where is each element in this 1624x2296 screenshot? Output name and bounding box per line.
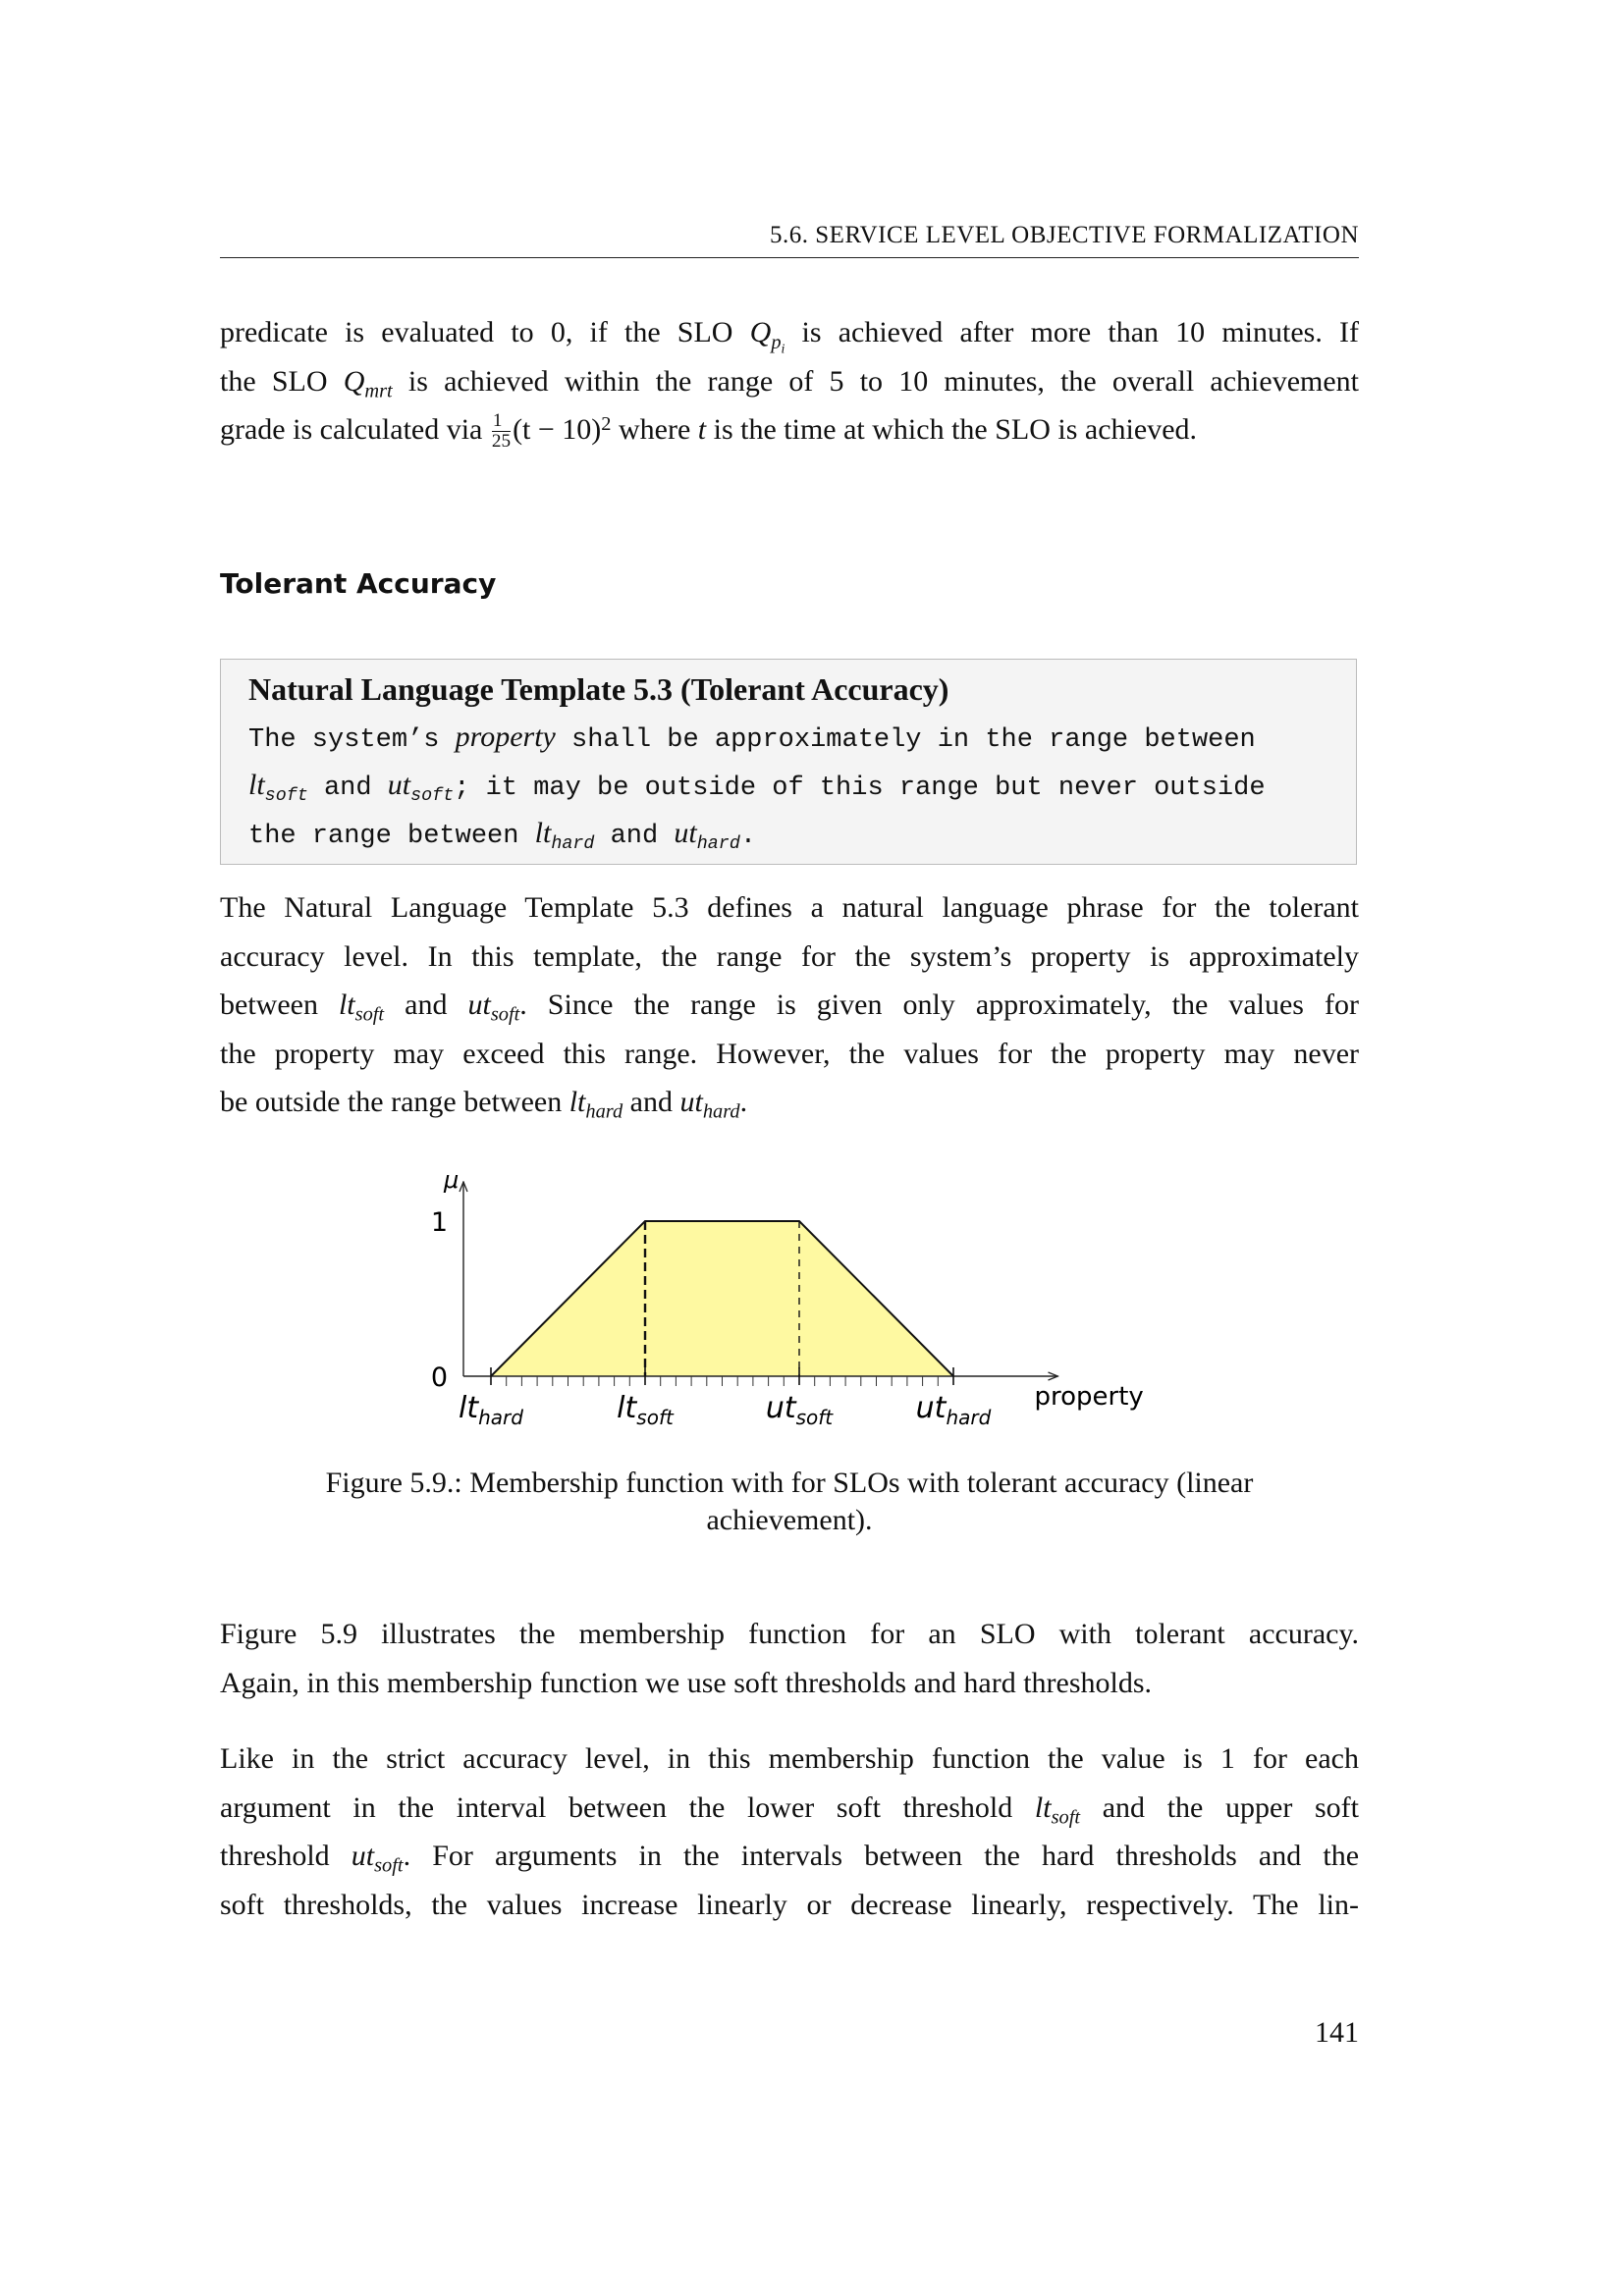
p2-line-2: accuracy level. In this template, the range for the system’s property is approximately [220, 939, 1359, 973]
x-tick-label-lt-hard: $lt_{hard}$ [459, 1391, 523, 1429]
template-line-1: The system’s property shall be approximately in the range between [248, 721, 1256, 755]
p2-line-3: between $lt_{soft}$ and $ut_{soft}$. Since the range is given only approximately, the values for [220, 988, 1359, 1026]
p2-line-1: The Natural Language Template 5.3 defines a natural language phrase for the tolerant [220, 891, 1359, 924]
y-tick-label-0: 0 [430, 1362, 448, 1393]
p4-line-4: soft thresholds, the values increase linearly or decrease linearly, respectively. The lin- [220, 1888, 1359, 1921]
membership-chart [393, 1158, 1198, 1453]
x-axis-label: property [1034, 1382, 1144, 1412]
paragraph-4 [220, 1735, 1359, 1929]
paragraph-1 [220, 308, 1359, 454]
p2-line-5: be outside the range between $lt_{hard}$ and $ut_{hard}$. [220, 1086, 748, 1123]
fraction: $\frac{1}{25}$ [491, 409, 512, 453]
y-tick-label-1: 1 [430, 1207, 448, 1238]
running-header [220, 222, 1359, 258]
p2-line-4: the property may exceed this range. However, the values for the property may never [220, 1037, 1359, 1070]
running-title: 5.6. SERVICE LEVEL OBJECTIVE FORMALIZATION [770, 222, 1359, 248]
section-heading: Tolerant Accuracy [220, 567, 497, 600]
template-line-2: $lt_{soft}$ and $ut_{soft}$; it may be outside of this range but never outside [248, 769, 1266, 806]
membership-area [491, 1221, 953, 1376]
x-tick-label-lt-soft: $lt_{soft}$ [617, 1391, 674, 1429]
p1-line-1: predicate is evaluated to 0, if the SLO $Q_{p_i}$ is achieved after more than 10 minutes. If [220, 316, 1359, 356]
x-tick-label-ut-soft: $ut_{soft}$ [765, 1391, 834, 1429]
caption-line-1: Figure 5.9.: Membership function with for SLOs with tolerant accuracy (linear [325, 1467, 1254, 1499]
p3-line-2: Again, in this membership function we use soft thresholds and hard thresholds. [220, 1666, 1153, 1699]
template-box [220, 659, 1357, 865]
p4-line-3: threshold $ut_{soft}$. For arguments in the intervals between the hard thresholds and the [220, 1840, 1360, 1877]
p1-line-2: the SLO $Q_{mrt}$ is achieved within the range of 5 to 10 minutes, the overall achievement [220, 364, 1359, 402]
p4-line-2: argument in the interval between the lower soft threshold $lt_{soft}$ and the upper soft [220, 1790, 1359, 1829]
paragraph-3 [220, 1610, 1359, 1707]
p3-line-1: Figure 5.9 illustrates the membership function for an SLO with tolerant accuracy. [220, 1618, 1359, 1650]
figure-caption [220, 1465, 1359, 1539]
caption-line-2: achievement). [706, 1504, 873, 1536]
p1-line-3: grade is calculated via $\frac{1}{25}$ $(t - 10)^2$ where t is the time at which the SLO is achieved. [220, 409, 1198, 453]
y-axis-label: μ [444, 1166, 460, 1194]
p4-line-1: Like in the strict accuracy level, in this membership function the value is 1 for each [220, 1742, 1359, 1775]
template-title: Natural Language Template 5.3 (Tolerant Accuracy) [248, 671, 949, 707]
x-tick-label-ut-hard: $ut_{hard}$ [915, 1391, 992, 1429]
page-number: 141 [1315, 2016, 1359, 2049]
paragraph-2 [220, 883, 1359, 1127]
template-line-3: the range between $lt_{hard}$ and $ut_{hard}$. [248, 817, 757, 854]
